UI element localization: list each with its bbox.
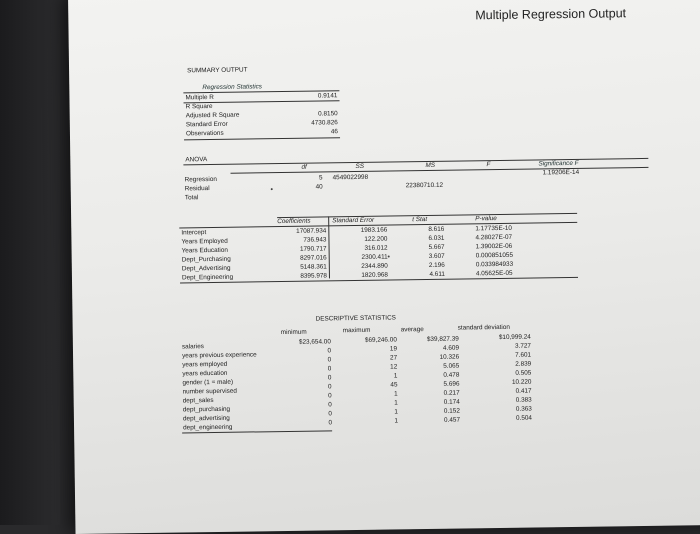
desc-maximum-value: 1 bbox=[393, 372, 398, 380]
t-stat-value: 6.031 bbox=[428, 234, 445, 242]
p-value: 1.39002E-06 bbox=[475, 242, 513, 251]
coef-row-label: Dept_Engineering bbox=[181, 273, 234, 282]
anova-ms-values bbox=[406, 172, 444, 200]
t-stat-value: 5.667 bbox=[428, 243, 445, 251]
desc-average-value: 5.696 bbox=[443, 380, 460, 388]
desc-maximum-value: $69,246.00 bbox=[364, 336, 397, 344]
desc-row-label: salaries bbox=[181, 343, 205, 351]
desc-minimum-value: $23,654.00 bbox=[298, 338, 331, 346]
coef-values bbox=[278, 226, 327, 281]
desc-average-value: 0.152 bbox=[443, 407, 460, 415]
anova-header-f: F bbox=[486, 161, 491, 169]
anova-header-df: df bbox=[301, 163, 307, 171]
descriptive-statistics-title: DESCRIPTIVE STATISTICS bbox=[315, 314, 396, 323]
desc-maximum-value: 1 bbox=[394, 417, 399, 425]
desc-std-dev-value: 2.839 bbox=[515, 360, 532, 368]
desc-average-values bbox=[407, 335, 460, 426]
p-value: 4.05625E-05 bbox=[475, 269, 513, 278]
desc-maximum-value: 1 bbox=[394, 390, 398, 398]
coef-value: 736.943 bbox=[303, 236, 327, 244]
desc-average-value: 5.065 bbox=[443, 362, 460, 370]
anova-ms-value: 22380710.12 bbox=[405, 181, 444, 190]
desc-std-dev-value: 0.363 bbox=[515, 405, 532, 413]
desc-row-label: years education bbox=[182, 369, 228, 378]
desc-row-labels bbox=[182, 341, 258, 432]
coef-row-label: Years Employed bbox=[181, 237, 228, 246]
anova-ss-value bbox=[333, 191, 369, 200]
t-stat-value: 8.616 bbox=[428, 225, 445, 233]
anova-df-values bbox=[303, 173, 323, 200]
anova-header-ss: SS bbox=[355, 162, 365, 171]
anova-row-label: Regression bbox=[184, 175, 217, 184]
page-title: Multiple Regression Output bbox=[475, 6, 627, 23]
desc-maximum-value: 12 bbox=[390, 363, 398, 371]
desc-average-value: 10.326 bbox=[439, 353, 460, 361]
p-value-values bbox=[475, 224, 513, 279]
desc-average-value: 0.217 bbox=[443, 389, 460, 397]
coef-header-t-stat: t Stat bbox=[412, 216, 428, 224]
desc-average-value: 0.174 bbox=[443, 398, 460, 406]
std-error-value: 316.012 bbox=[364, 244, 388, 252]
coef-row-label: Dept_Advertising bbox=[181, 264, 231, 273]
anova-significance-f-value: 1.19206E-14 bbox=[542, 168, 580, 177]
stat-label: Adjusted R Square bbox=[185, 111, 240, 120]
anova-df-value: 40 bbox=[315, 183, 323, 191]
regression-statistics-values bbox=[291, 91, 338, 137]
desc-average-value: 0.478 bbox=[443, 371, 460, 379]
desc-std-dev-values bbox=[481, 333, 532, 424]
desc-row-label: number supervised bbox=[182, 387, 237, 396]
desc-std-dev-value: 0.504 bbox=[515, 414, 533, 422]
std-error-value: 1983.166 bbox=[360, 226, 388, 234]
coef-row-labels bbox=[181, 228, 233, 283]
summary-output-label: SUMMARY OUTPUT bbox=[187, 66, 248, 75]
stat-value: 0.8150 bbox=[318, 110, 338, 118]
anova-df-value: 5 bbox=[318, 174, 323, 182]
desc-minimum-value: 0 bbox=[328, 419, 333, 427]
desc-average-value: $39,827.39 bbox=[426, 335, 459, 344]
desc-row-label: dept_sales bbox=[182, 397, 214, 405]
desc-minimum-value: 0 bbox=[327, 356, 332, 364]
stat-label: Standard Error bbox=[185, 120, 228, 129]
coef-header-coefficients: Coefficients bbox=[277, 217, 311, 226]
anova-header-ms: MS bbox=[425, 161, 436, 170]
t-stat-value: 4.611 bbox=[429, 270, 445, 278]
coef-header-p-value: P-value bbox=[475, 215, 497, 223]
desc-std-dev-value: 10.220 bbox=[511, 378, 532, 386]
coef-row-label: Dept_Purchasing bbox=[181, 255, 231, 264]
std-error-value: 2344.890 bbox=[361, 262, 388, 270]
t-stat-values bbox=[416, 225, 445, 279]
desk-background bbox=[0, 0, 60, 525]
desc-minimum-value: 0 bbox=[328, 401, 332, 409]
coef-value: 8395.978 bbox=[300, 272, 328, 280]
desc-std-dev-value: 7.601 bbox=[515, 351, 532, 359]
printed-page bbox=[68, 0, 700, 534]
p-value: 4.28027E-07 bbox=[475, 233, 513, 242]
stat-value: 46 bbox=[330, 128, 338, 136]
anova-row-labels bbox=[185, 175, 218, 202]
coef-value: 17087.934 bbox=[296, 227, 327, 235]
desc-maximum-values bbox=[347, 335, 398, 426]
coef-value: 5148.361 bbox=[300, 263, 327, 271]
anova-row-label: Total bbox=[184, 194, 199, 202]
coef-row-label: Intercept bbox=[181, 229, 207, 237]
stat-value: 4730.826 bbox=[311, 119, 338, 127]
coef-header-std-error: Standard Error bbox=[332, 216, 375, 225]
stat-label: Multiple R bbox=[185, 93, 214, 102]
anova-ms-value bbox=[406, 190, 443, 200]
desc-average-value: 0.457 bbox=[443, 416, 461, 424]
ink-dot bbox=[388, 256, 390, 258]
desc-average-value: 4.609 bbox=[442, 344, 460, 352]
anova-label: ANOVA bbox=[185, 156, 208, 164]
anova-ss-values bbox=[333, 173, 369, 200]
desc-header-average: average bbox=[400, 326, 424, 334]
desc-maximum-value: 45 bbox=[390, 381, 398, 389]
coef-row-label: Years Education bbox=[181, 246, 228, 255]
stat-label: R Square bbox=[185, 102, 213, 111]
desc-row-label: dept_purchasing bbox=[182, 405, 231, 414]
desc-row-label: dept_advertising bbox=[182, 414, 230, 423]
stat-value: 0.9141 bbox=[317, 92, 338, 100]
desc-std-dev-value: $10,999.24 bbox=[498, 333, 531, 342]
p-value: 0.033984933 bbox=[475, 260, 514, 269]
desc-minimum-value: 0 bbox=[328, 392, 332, 400]
desc-row-label: years previous experience bbox=[182, 351, 257, 360]
desc-row-label: gender (1 = male) bbox=[182, 378, 234, 387]
desc-minimum-value: 0 bbox=[327, 374, 332, 382]
t-stat-value: 2.196 bbox=[428, 261, 445, 269]
desc-header-standard-deviation: standard deviation bbox=[457, 323, 510, 332]
desc-std-dev-value: 0.417 bbox=[515, 387, 532, 395]
t-stat-value: 3.607 bbox=[428, 252, 445, 260]
desc-std-dev-value: 3.727 bbox=[514, 342, 532, 350]
desc-row-label: years employed bbox=[182, 360, 228, 369]
p-value: 0.000851055 bbox=[475, 251, 514, 260]
coef-value: 8297.016 bbox=[300, 254, 327, 262]
desc-maximum-value: 1 bbox=[394, 408, 398, 416]
stat-label: Observations bbox=[185, 129, 224, 138]
p-value: 1.17735E-10 bbox=[475, 224, 512, 233]
anova-ss-value: 4549022998 bbox=[332, 173, 369, 182]
regression-statistics-labels bbox=[185, 93, 239, 139]
std-error-values bbox=[339, 226, 388, 281]
desc-minimum-value: 0 bbox=[327, 347, 332, 355]
std-error-value: 2300.411 bbox=[361, 253, 388, 261]
std-error-value: 1820.968 bbox=[361, 271, 389, 279]
anova-header-significance-f: Significance F bbox=[538, 159, 579, 168]
anova-df-value bbox=[303, 191, 323, 200]
desc-minimum-values bbox=[285, 337, 332, 428]
anova-row-label: Residual bbox=[184, 185, 210, 193]
desc-maximum-value: 19 bbox=[389, 345, 398, 353]
desc-maximum-value: 1 bbox=[394, 399, 398, 407]
regression-statistics-header: Regression Statistics bbox=[202, 83, 263, 92]
desc-std-dev-value: 0.383 bbox=[515, 396, 532, 404]
coef-value: 1790.717 bbox=[299, 245, 327, 253]
desc-minimum-value: 0 bbox=[328, 410, 332, 418]
desc-row-label: dept_engineering bbox=[183, 423, 233, 432]
desc-maximum-value: 27 bbox=[389, 354, 398, 362]
desc-header-maximum: maximum bbox=[342, 326, 371, 335]
desc-header-minimum: minimum bbox=[280, 328, 307, 337]
desc-minimum-value: 0 bbox=[327, 383, 332, 391]
desc-std-dev-value: 0.505 bbox=[515, 369, 532, 377]
std-error-value: 122.200 bbox=[364, 235, 388, 243]
desc-minimum-value: 0 bbox=[327, 365, 332, 373]
ink-dot bbox=[271, 188, 273, 190]
